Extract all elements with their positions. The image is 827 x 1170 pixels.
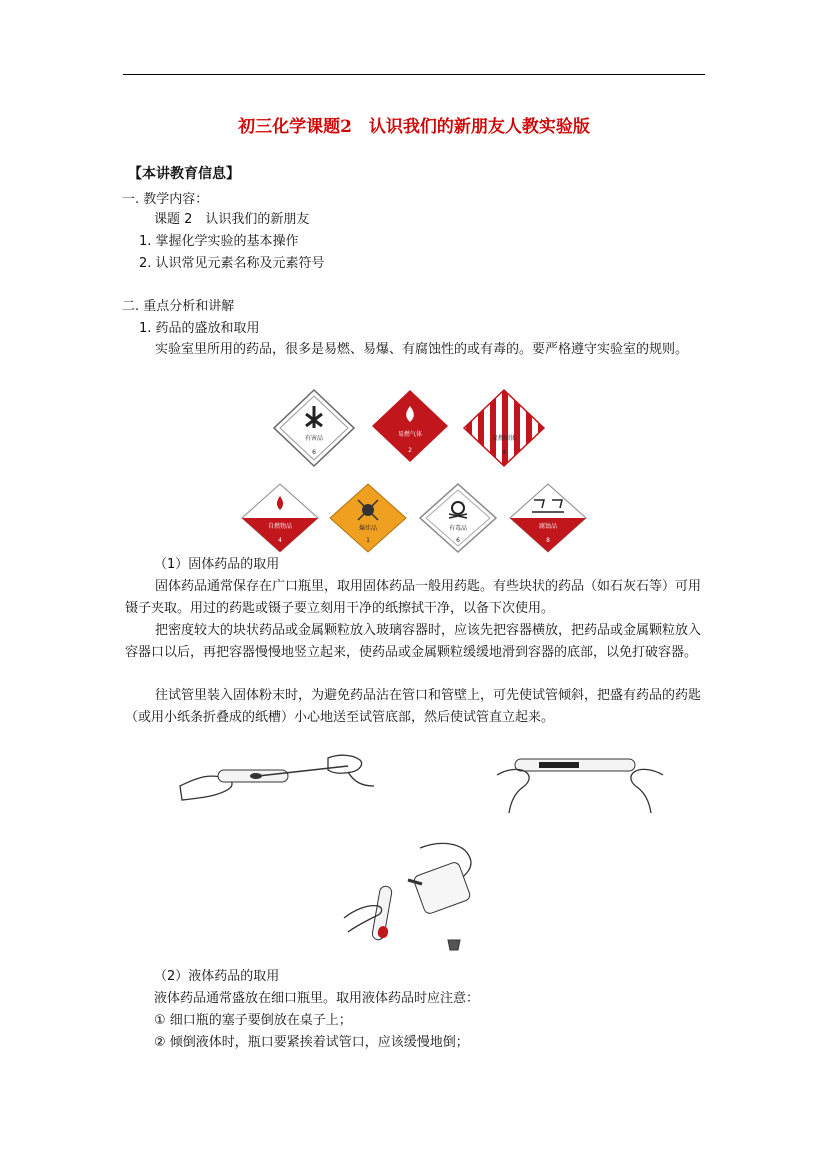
liquid-item: ② 倾倒液体时，瓶口要紧挨着试管口，应该缓慢地倒； <box>154 1035 469 1050</box>
explosive-label: 爆炸品 <box>358 525 378 532</box>
page-title: 初三化学课题2 认识我们的新朋友人教实验版 <box>238 117 590 137</box>
flammable-gas-label: 易燃气体 <box>397 431 423 438</box>
tube-raise-illustration <box>495 745 665 815</box>
solid-paragraph-3: 往试管里装入固体粉末时，为避免药品沾在管口和管壁上，可先使试管倾斜，把盛有药品的药匙（或用小纸条折叠成的纸槽）小心地送至试管底部，然后使试管直立起来。 <box>125 688 702 725</box>
sign-class-number: 8 <box>546 537 550 544</box>
flammable-gas-sign-icon <box>372 390 448 462</box>
solid-paragraph-1: 固体药品通常保存在广口瓶里，取用固体药品一般用药匙。有些块状的药品（如石灰石等）可用镊子夹取。用过的药匙或镊子要立刻用干净的纸擦拭干净，以备下次使用。 <box>125 579 702 616</box>
liquid-heading: （2）液体药品的取用 <box>154 969 280 984</box>
sign-class-number: 4 <box>278 537 282 544</box>
harmful-sign-label: 有害品 <box>304 435 324 442</box>
hazard-signs-row1 <box>270 388 560 468</box>
part2-heading: 二. 重点分析和讲解 <box>122 299 235 314</box>
corrosive-sign-icon <box>510 484 586 552</box>
sign-class-number: 1 <box>366 537 370 544</box>
sign-class-number: 6 <box>312 449 316 456</box>
sign-class-number: 6 <box>456 537 460 544</box>
liquid-item: ① 细口瓶的塞子要倒放在桌子上； <box>154 1013 352 1028</box>
spontaneous-combustion-sign-icon <box>242 484 318 552</box>
part1-item: 1. 掌握化学实验的基本操作 <box>139 234 299 249</box>
toxic-sign-icon <box>420 484 496 552</box>
pouring-illustration <box>340 838 480 958</box>
flammable-solid-sign-icon <box>464 390 544 466</box>
spontaneous-combustion-label: 自燃物品 <box>267 523 293 530</box>
solid-paragraph-2: 把密度较大的块状药品或金属颗粒放入玻璃容器时，应该先把容器横放，把药品或金属颗粒放入容器口以后，再把容器慢慢地竖立起来，使药品或金属颗粒缓缓地滑到容器的底部，以免打破容器。 <box>125 623 702 660</box>
part1-heading: 一. 教学内容： <box>122 192 209 207</box>
solid-heading: （1）固体药品的取用 <box>154 557 280 572</box>
part1-topic: 课题 2 认识我们的新朋友 <box>154 212 310 227</box>
section-heading: 【本讲教育信息】 <box>128 166 240 182</box>
header-rule <box>123 74 705 75</box>
liquid-intro: 液体药品通常盛放在细口瓶里。取用液体药品时应注意： <box>154 991 480 1006</box>
corrosive-label: 腐蚀品 <box>538 523 558 530</box>
part2-sub1: 1. 药品的盛放和取用 <box>139 321 260 336</box>
harmful-sign-icon <box>274 390 354 466</box>
part1-item: 2. 认识常见元素名称及元素符号 <box>139 256 325 271</box>
tube-horizontal-illustration <box>178 748 378 808</box>
sign-class-number: 2 <box>408 447 412 454</box>
sign-class-number: 4 <box>502 449 506 456</box>
explosive-sign-icon <box>330 484 406 552</box>
toxic-label: 有毒品 <box>448 525 468 532</box>
part2-intro: 实验室里所用的药品，很多是易燃、易爆、有腐蚀性的或有毒的。要严格遵守实验室的规则。 <box>155 342 689 357</box>
flammable-solid-label: 易燃固体 <box>491 435 517 442</box>
hazard-signs-row2 <box>240 482 590 554</box>
